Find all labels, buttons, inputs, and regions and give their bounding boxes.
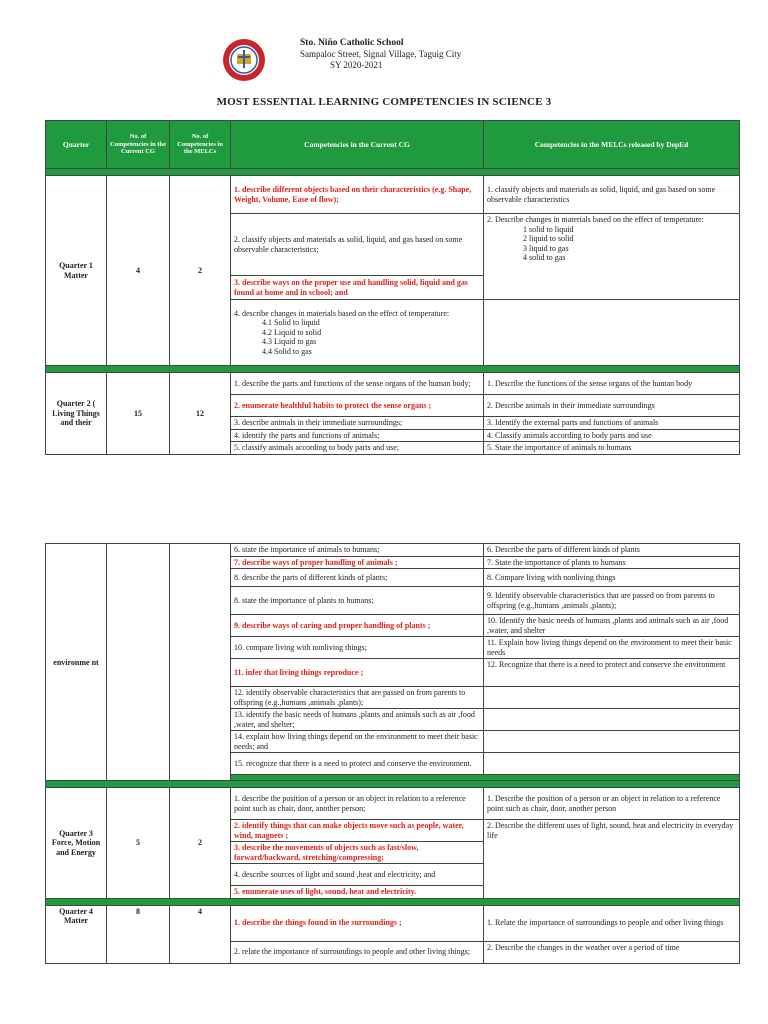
q1-cg-4-text: 4. describe changes in materials based on the effect of temperature:: [234, 308, 450, 318]
quarter-2-label-cont: environme nt: [46, 544, 107, 782]
q1-melc-empty: [484, 300, 740, 366]
q2-cg-item: 8. state the importance of plants to humans;: [231, 587, 484, 615]
q4-num-cg: 8: [107, 905, 170, 963]
band-row: [46, 366, 740, 373]
q1-cg-4-item: 4.2 Liquid to solid: [262, 327, 322, 337]
q2-cg-item: 15. recognize that there is a need to protect and conserve the environment.: [231, 753, 484, 775]
q2-cg-item: 4. identify the parts and functions of animals;: [231, 429, 484, 442]
quarter-3-label: Quarter 3 Force, Motion and Energy: [46, 788, 107, 899]
q2-cg-item: 13. identify the basic needs of humans ,plants and animals such as air ,food ,water, and shelter;: [231, 709, 484, 731]
q2-melc-item: 10. Identify the basic needs of humans ,plants and animals such as air ,food ,water, and shelter: [484, 615, 740, 637]
q1-melc-2-item: 4 solid to gas: [523, 253, 566, 262]
band-row: [46, 169, 740, 176]
q1-num-cg: 4: [107, 176, 170, 366]
q2-melc-item: 1. Describe the functions of the sense organs of the human body: [484, 373, 740, 395]
q2-cg-item: 3. describe animals in their immediate surroundings;: [231, 417, 484, 430]
school-info: [300, 38, 461, 71]
q1-cg-3: 3. describe ways on the proper use and handling solid, liquid and gas found at home and in school; and: [231, 276, 484, 300]
q2-cg-item: 9. describe ways of caring and proper handling of plants ;: [231, 615, 484, 637]
q3-num-cg: 5: [107, 788, 170, 899]
q2-cg-item: 11. infer that living things reproduce ;: [231, 659, 484, 687]
melc-table-part-3: [45, 780, 740, 964]
q3-cg-item: 4. describe sources of light and sound ,heat and electricity; and: [231, 864, 484, 886]
q2-melc-item: 3. Identify the external parts and functions of animals: [484, 417, 740, 430]
q1-melc-2-item: 2 liquid to solid: [523, 234, 574, 243]
q2-melc-item: 7. State the importance of plants to humans: [484, 556, 740, 569]
q2-num-cg: 15: [107, 373, 170, 455]
q2-cg-item: 5. classify animals according to body parts and use;: [231, 442, 484, 455]
page-title: MOST ESSENTIAL LEARNING COMPETENCIES IN SCIENCE 3: [216, 96, 552, 108]
quarter-4-label: Quarter 4 Matter: [46, 905, 107, 963]
q2-melc-item: 12. Recognize that there is a need to protect and conserve the environment: [484, 659, 740, 687]
q2-cg-item: 12. identify observable characteristics that are passed on from parents to offspring (e.g.,humans ,animals ,plants);: [231, 687, 484, 709]
q1-melc-1: 1. classify objects and materials as solid, liquid, and gas based on some observable characteristics: [484, 176, 740, 214]
q2-cg-item: 8. describe the parts of different kinds of plants;: [231, 569, 484, 587]
q2-num-melc-cont: [170, 544, 231, 782]
col-cg: Competencies in the Current CG: [231, 121, 484, 169]
q2-cg-item: 10. compare living with nonliving things;: [231, 637, 484, 659]
school-seal-icon: [222, 38, 266, 82]
band-row: [46, 898, 740, 905]
q1-cg-1: 1. describe different objects based on their characteristics (e.g. Shape, Weight, Volume, Ease of flow);: [231, 176, 484, 214]
school-address: Sampaloc Street, Signal Village, Taguig City: [300, 49, 462, 59]
quarter-1-label: Quarter 1 Matter: [46, 176, 107, 366]
q2-cg-item: 2. enumerate healthful habits to protect the sense organs ;: [231, 395, 484, 417]
q3-melc-item: 2. Describe the different uses of light, sound, heat and electricity in everyday life: [484, 820, 740, 899]
q2-melc-empty: [484, 709, 740, 731]
q2-melc-item: 11. Explain how living things depend on the environment to meet their basic needs: [484, 637, 740, 659]
q4-melc-item: 2. Describe the changes in the weather over a period of time: [484, 941, 740, 963]
q1-cg-4: [231, 300, 484, 366]
school-header: [0, 38, 768, 78]
col-num-cg: No. of Competencies in the Current CG: [107, 121, 170, 169]
school-year: SY 2020-2021: [330, 60, 383, 70]
q2-melc-item: 4. Classify animals according to body parts and use: [484, 429, 740, 442]
q3-cg-item: 2. identify things that can make objects move such as people, water, wind, magnets ;: [231, 820, 484, 842]
q2-melc-item: 5. State the importance of animals to humans: [484, 442, 740, 455]
q2-num-cg-cont: [107, 544, 170, 782]
q1-melc-2-item: 3 liquid to gas: [523, 243, 569, 253]
melc-table-part-2: [45, 543, 740, 782]
q2-melc-item: 9. Identify observable characteristics that are passed on from parents to offspring (e.g.,humans ,animals ,plants);: [484, 587, 740, 615]
q1-cg-4-item: 4.1 Solid to liquid: [262, 318, 320, 328]
q3-cg-item: 3. describe the movements of objects such as fast/slow, forward/backward, stretching/compressing;: [231, 842, 484, 864]
q1-melc-2-text: 2. Describe changes in materials based on the effect of temperature:: [487, 215, 704, 224]
q3-cg-item: 1. describe the position of a person or an object in relation to a reference point such as chair, door, another person;: [231, 788, 484, 820]
q2-melc-empty: [484, 687, 740, 709]
melc-table-part-1: [45, 120, 740, 455]
q1-cg-4-item: 4.3 Liquid to gas: [262, 337, 317, 347]
q2-num-melc: 12: [170, 373, 231, 455]
q1-cg-2: 2. classify objects and materials as solid, liquid, and gas based on some observable characteristics;: [231, 214, 484, 276]
q1-melc-2: [484, 214, 740, 300]
col-melc: Competencies in the MELCs released by DepEd: [484, 121, 740, 169]
q2-melc-empty: [484, 753, 740, 775]
q3-cg-item: 5. enumerate uses of light, sound, heat and electricity.: [231, 886, 484, 899]
q2-cg-item: 14. explain how living things depend on the environment to meet their basic needs; and: [231, 731, 484, 753]
q2-melc-item: 8. Compare living with nonliving things: [484, 569, 740, 587]
q2-melc-item: 6. Describe the parts of different kinds of plants: [484, 544, 740, 557]
quarter-2-label: Quarter 2 ( Living Things and their: [46, 373, 107, 455]
q2-cg-item: 6. state the importance of animals to humans;: [231, 544, 484, 557]
q3-melc-item: 1. Describe the position of a person or an object in relation to a reference point such as chair, door, another person: [484, 788, 740, 820]
q3-num-melc: 2: [170, 788, 231, 899]
school-name: Sto. Niño Catholic School: [300, 38, 404, 48]
q4-melc-item: 1. Relate the importance of surroundings to people and other living things: [484, 905, 740, 941]
col-quarter: Quarter: [46, 121, 107, 169]
q4-cg-item: 1. describe the things found in the surroundings ;: [231, 905, 484, 941]
q2-cg-item: 1. describe the parts and functions of the sense organs of the human body;: [231, 373, 484, 395]
q2-cg-item: 7. describe ways of proper handling of animals ;: [231, 556, 484, 569]
q1-melc-2-item: 1 solid to liquid: [523, 224, 574, 234]
q4-num-melc: 4: [170, 905, 231, 963]
q1-num-melc: 2: [170, 176, 231, 366]
col-num-melc: No. of Competencies in the MELCs: [170, 121, 231, 169]
band-row: [46, 781, 740, 788]
q2-melc-empty: [484, 731, 740, 753]
q1-cg-4-item: 4.4 Solid to gas: [262, 346, 312, 356]
q2-melc-item: 2. Describe animals in their immediate surroundings: [484, 395, 740, 417]
q4-cg-item: 2. relate the importance of surroundings to people and other living things;: [231, 941, 484, 963]
